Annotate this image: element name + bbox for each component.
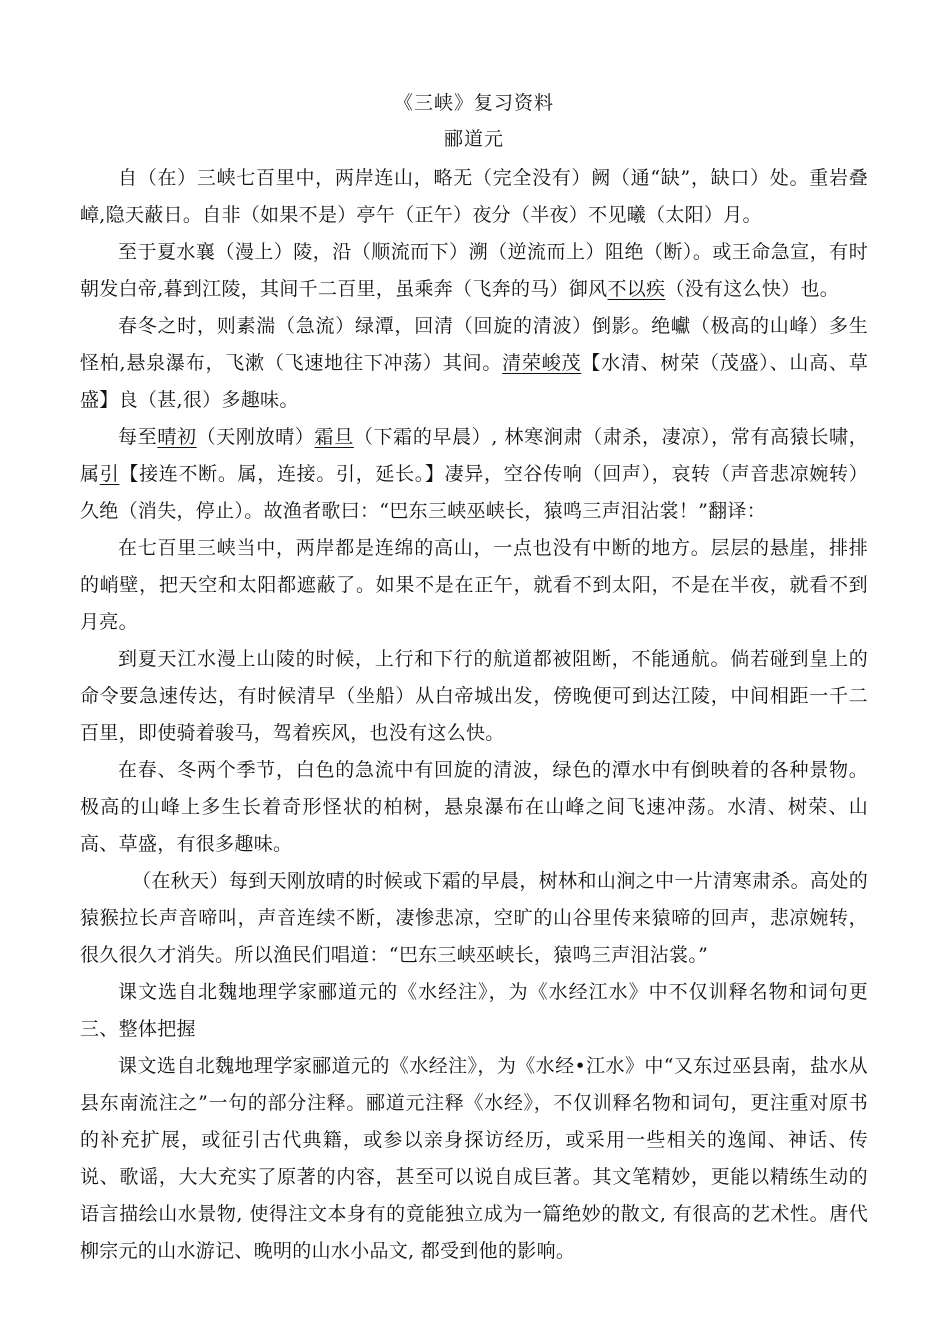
document-page (80, 88, 868, 1270)
paragraph-9 (80, 974, 868, 1048)
paragraph-2-text-b: （没有这么快）也。 (665, 278, 840, 300)
paragraph-4-text-d: 【接连不断。属，连接。引，延长。】凄异，空谷传响（回声），哀转（声音悲凉婉转）久绝（消失，停止）。故渔者歌曰：“巴东三峡巫峡长，猿鸣三声泪沾裳！”翻译： (80, 463, 868, 522)
paragraph-8-text: （在秋天）每到天刚放晴的时候或下霜的早晨，树林和山涧之中一片清寒肃杀。高处的猿猴拉长声音啼叫，声音连续不断，凄惨悲凉，空旷的山谷里传来猿啼的回声，悲凉婉转，很久很久才消失。所以渔民们唱道：“巴东三峡巫峡长，猿鸣三声泪沾裳。” (80, 870, 868, 966)
doc-title: 《三峡》复习资料 (393, 92, 554, 114)
paragraph-2-text-a: 至于夏水襄（漫上）陵，沿（顺流而下）溯（逆流而上）阻绝（断）。或王命急宣，有时朝发白帝,暮到江陵，其间千二百里，虽乘奔（飞奔的马）御风 (80, 241, 868, 300)
underlined-phrase: 晴初 (157, 426, 197, 448)
underlined-phrase: 霜旦 (314, 426, 354, 448)
paragraph-3-text-a: 春冬之时，则素湍（急流）绿潭，回清（回旋的清波）倒影。绝巘（极高的山峰）多生怪柏,悬泉瀑布，飞漱（飞速地往下冲荡）其间。 (80, 315, 868, 374)
paragraph-4-text-a: 每至 (118, 426, 158, 448)
underlined-phrase: 不以疾 (607, 278, 666, 300)
paragraph-5-text: 在七百里三峡当中，两岸都是连绵的高山，一点也没有中断的地方。层层的悬崖，排排的峭壁，把天空和太阳都遮蔽了。如果不是在正午，就看不到太阳，不是在半夜，就看不到月亮。 (80, 537, 868, 633)
paragraph-6-text: 到夏天江水漫上山陵的时候，上行和下行的航道都被阻断，不能通航。倘若碰到皇上的命令要急速传达，有时候清早（坐船）从白帝城出发，傍晚便可到达江陵，中间相距一千二百里，即使骑着骏马，驾着疾风，也没有这么快。 (80, 648, 868, 744)
paragraph-8 (80, 863, 868, 974)
paragraph-3-text-b: 【水清、树荣（茂盛）、山高、草盛】良（甚,很）多趣味。 (80, 352, 868, 411)
paragraph-4-text-c: （下霜的早晨）, 林寒涧肃（肃杀，凄凉），常有高猿长啸，属 (80, 426, 868, 485)
paragraph-7-text: 在春、冬两个季节，白色的急流中有回旋的清波，绿色的潭水中有倒映着的各种景物。极高的山峰上多生长着奇形怪状的柏树，悬泉瀑布在山峰之间飞速冲荡。水清、树荣、山高、草盛，有很多趣味。 (80, 759, 868, 855)
paragraph-6 (80, 641, 868, 752)
paragraph-4-text-b: （天刚放晴） (196, 426, 315, 448)
underlined-phrase: 引 (99, 463, 120, 485)
paragraph-9-text: 课文选自北魏地理学家郦道元的《水经注》，为《水经江水》中不仅训释名物和词句更三、整体把握 (80, 981, 868, 1040)
paragraph-3 (80, 308, 868, 419)
underlined-phrase: 清荣峻茂 (502, 352, 582, 374)
paragraph-7 (80, 752, 868, 863)
paragraph-5 (80, 530, 868, 641)
paragraph-1-text: 自（在）三峡七百里中，两岸连山，略无（完全没有）阙（通“缺”，缺口）处。重岩叠嶂,隐天蔽日。自非（如果不是）亭午（正午）夜分（半夜）不见曦（太阳）月。 (80, 167, 868, 226)
paragraph-10 (80, 1048, 868, 1270)
paragraph-10-text: 课文选自北魏地理学家郦道元的《水经注》，为《水经•江水》中“又东过巫县南，盐水从县东南流注之”一句的部分注释。郦道元注释《水经》，不仅训释名物和词句，更注重对原书的补充扩展，或征引古代典籍，或参以亲身探访经历，或采用一些相关的逸闻、神话、传说、歌谣，大大充实了原著的内容，甚至可以说自成巨著。其文笔精妙，更能以精练生动的语言描绘山水景物, 使得注文本身有的竟能独立成为一篇绝妙的散文, 有很高的艺术性。唐代柳宗元的山水游记、晚明的山水小品文, 都受到他的影响。 (80, 1055, 868, 1262)
paragraph-2 (80, 234, 868, 308)
paragraph-1 (80, 160, 868, 234)
doc-author: 郦道元 (443, 128, 504, 150)
paragraph-4 (80, 419, 868, 530)
